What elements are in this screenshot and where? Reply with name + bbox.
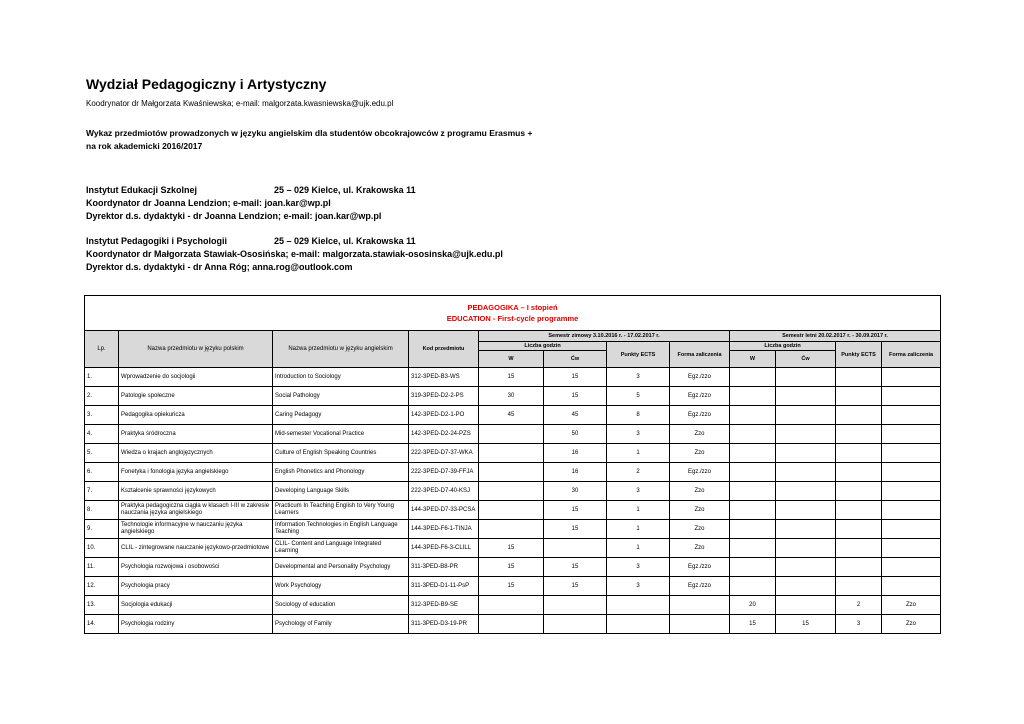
summer-exercise-hours: [776, 406, 836, 425]
summer-form: [882, 482, 941, 501]
winter-form: Egz./zzo: [670, 368, 730, 387]
winter-form: Zzo: [670, 539, 730, 558]
course-name-pl: Pedagogika opiekuńcza: [119, 406, 273, 425]
winter-ects: 1: [607, 501, 670, 520]
course-code: 319-3PED-D2-2-PS: [409, 387, 479, 406]
course-name-en: Work Psychology: [273, 577, 409, 596]
winter-lecture-hours: [479, 444, 544, 463]
summer-lecture-hours: [730, 482, 776, 501]
course-name-pl: Psychologia rodziny: [119, 615, 273, 634]
winter-form: Zzo: [670, 501, 730, 520]
table-row: [85, 539, 941, 558]
course-code: 142-3PED-D2-1-PO: [409, 406, 479, 425]
summer-lecture-hours: [730, 501, 776, 520]
course-name-pl: Socjologia edukacji: [119, 596, 273, 615]
course-code: 312-3PED-B3-WS: [409, 368, 479, 387]
winter-form: Egz./zzo: [670, 558, 730, 577]
course-name-pl: Praktyka pedagogiczna ciągła w klasach I-III w zakresie nauczania języka angielskiego: [119, 501, 273, 520]
course-name-pl: Technologie informacyjne w nauczaniu języka angielskiego: [119, 520, 273, 539]
winter-form: Egz./zzo: [670, 463, 730, 482]
winter-exercise-hours: 15: [544, 501, 607, 520]
table-row: [85, 501, 941, 520]
winter-lecture-hours: [479, 596, 544, 615]
winter-form: Zzo: [670, 444, 730, 463]
row-number: 7.: [85, 482, 119, 501]
summer-lecture-hours: [730, 406, 776, 425]
winter-ects: 3: [607, 577, 670, 596]
summer-lecture-hours: [730, 539, 776, 558]
institute-block-2: [86, 235, 503, 274]
winter-lecture-hours: [479, 520, 544, 539]
course-name-en: Social Pathology: [273, 387, 409, 406]
header-hours-winter: Liczba godzin: [479, 342, 607, 351]
institute-block-1: [86, 184, 416, 223]
row-number: 4.: [85, 425, 119, 444]
summer-form: [882, 368, 941, 387]
course-name-en: Developmental and Personality Psychology: [273, 558, 409, 577]
summer-exercise-hours: [776, 501, 836, 520]
summer-lecture-hours: [730, 444, 776, 463]
winter-ects: 8: [607, 406, 670, 425]
winter-ects: 1: [607, 520, 670, 539]
course-code: 222-3PED-D7-39-FFJA: [409, 463, 479, 482]
winter-lecture-hours: 30: [479, 387, 544, 406]
course-name-en: Caring Pedagogy: [273, 406, 409, 425]
row-number: 3.: [85, 406, 119, 425]
course-name-en: Information Technologies in English Language Teaching: [273, 520, 409, 539]
winter-lecture-hours: [479, 463, 544, 482]
table-row: [85, 558, 941, 577]
winter-exercise-hours: 15: [544, 577, 607, 596]
winter-form: Zzo: [670, 520, 730, 539]
winter-lecture-hours: 15: [479, 368, 544, 387]
header-form-winter: Forma zaliczenia: [670, 342, 730, 368]
summer-exercise-hours: [776, 425, 836, 444]
summer-form: [882, 463, 941, 482]
summer-form: [882, 444, 941, 463]
winter-exercise-hours: 45: [544, 406, 607, 425]
course-code: 311-3PED-B8-PR: [409, 558, 479, 577]
course-code: 144-3PED-D7-33-PCSA: [409, 501, 479, 520]
winter-exercise-hours: [544, 539, 607, 558]
summer-ects: [836, 444, 882, 463]
table-row: [85, 368, 941, 387]
summer-ects: [836, 501, 882, 520]
summer-form: [882, 539, 941, 558]
winter-ects: 1: [607, 539, 670, 558]
table-row: [85, 387, 941, 406]
winter-exercise-hours: 50: [544, 425, 607, 444]
course-name-pl: Wprowadzenie do socjologii: [119, 368, 273, 387]
table-row: [85, 615, 941, 634]
summer-lecture-hours: [730, 387, 776, 406]
row-number: 14.: [85, 615, 119, 634]
summer-exercise-hours: [776, 368, 836, 387]
summer-lecture-hours: [730, 425, 776, 444]
summer-form: [882, 406, 941, 425]
row-number: 2.: [85, 387, 119, 406]
course-code: 144-3PED-F6-1-TINJA: [409, 520, 479, 539]
summer-lecture-hours: [730, 520, 776, 539]
course-name-pl: Wiedza o krajach anglojęzycznych: [119, 444, 273, 463]
faculty-coordinator: Koodrynator dr Małgorzata Kwaśniewska; e-mail: malgorzata.kwasniewska@ujk.edu.pl: [86, 99, 394, 108]
summer-ects: [836, 463, 882, 482]
winter-ects: 2: [607, 463, 670, 482]
winter-lecture-hours: [479, 425, 544, 444]
summer-ects: [836, 387, 882, 406]
winter-ects: 3: [607, 425, 670, 444]
winter-exercise-hours: 15: [544, 387, 607, 406]
institute-coordinator: Koordynator dr Małgorzata Stawiak-Ososińska; e-mail: malgorzata.stawiak-ososinska@ujk.edu.pl: [86, 249, 503, 259]
course-name-en: Sociology of education: [273, 596, 409, 615]
course-name-en: CLIL- Content and Language Integrated Learning: [273, 539, 409, 558]
summer-form: [882, 520, 941, 539]
winter-lecture-hours: [479, 501, 544, 520]
summer-exercise-hours: [776, 596, 836, 615]
course-code: 142-3PED-D2-24-PZS: [409, 425, 479, 444]
list-heading: [86, 127, 532, 153]
table-row: [85, 444, 941, 463]
table-row: [85, 463, 941, 482]
summer-ects: [836, 539, 882, 558]
course-name-en: Culture of English Speaking Countries: [273, 444, 409, 463]
summer-lecture-hours: [730, 577, 776, 596]
summer-exercise-hours: [776, 482, 836, 501]
courses-table-wrapper: [84, 295, 940, 634]
course-code: 311-3PED-D1-11-PsP: [409, 577, 479, 596]
summer-exercise-hours: [776, 577, 836, 596]
list-heading-line2: na rok akademicki 2016/2017: [86, 141, 203, 151]
winter-exercise-hours: 15: [544, 368, 607, 387]
institute-director: Dyrektor d.s. dydaktyki - dr Anna Róg; anna.rog@outlook.com: [86, 262, 353, 272]
course-code: 222-3PED-D7-40-KSJ: [409, 482, 479, 501]
header-lp: Lp.: [85, 331, 119, 368]
summer-ects: 3: [836, 615, 882, 634]
course-name-pl: Psychologia pracy: [119, 577, 273, 596]
winter-exercise-hours: [544, 596, 607, 615]
winter-form: Egz./zzo: [670, 406, 730, 425]
summer-form: [882, 558, 941, 577]
course-name-pl: Psychologia rozwojowa i osobowości: [119, 558, 273, 577]
summer-exercise-hours: [776, 520, 836, 539]
table-body: [85, 368, 941, 634]
course-code: 311-3PED-D3-19-PR: [409, 615, 479, 634]
header-w-summer: W: [730, 351, 776, 368]
summer-form: Zzo: [882, 615, 941, 634]
header-hours-summer: Liczba godzin: [730, 342, 836, 351]
summer-lecture-hours: 20: [730, 596, 776, 615]
winter-ects: 1: [607, 444, 670, 463]
course-name-en: Psychology of Family: [273, 615, 409, 634]
winter-form: Egz./zzo: [670, 387, 730, 406]
winter-exercise-hours: 30: [544, 482, 607, 501]
table-row: [85, 577, 941, 596]
summer-exercise-hours: [776, 387, 836, 406]
winter-ects: [607, 596, 670, 615]
course-name-pl: Patologie społeczne: [119, 387, 273, 406]
summer-ects: [836, 577, 882, 596]
header-winter-semester: Semestr zimowy 3.10.2016 r. - 17.02.2017 r.: [479, 331, 730, 342]
summer-form: [882, 501, 941, 520]
faculty-title: Wydział Pedagogiczny i Artystyczny: [86, 76, 327, 92]
institute-director: Dyrektor d.s. dydaktyki - dr Joanna Lendzion; e-mail: joan.kar@wp.pl: [86, 211, 382, 221]
course-name-en: Introduction to Sociology: [273, 368, 409, 387]
winter-ects: 3: [607, 482, 670, 501]
programme-title-pl: PEDAGOGIKA – I stopień: [467, 303, 558, 312]
header-summer-semester: Semestr letni 20.02.2017 r. - 30.09.2017 r.: [730, 331, 941, 342]
summer-exercise-hours: [776, 463, 836, 482]
summer-form: [882, 425, 941, 444]
winter-ects: 3: [607, 368, 670, 387]
row-number: 13.: [85, 596, 119, 615]
row-number: 9.: [85, 520, 119, 539]
course-code: 312-3PED-B9-SE: [409, 596, 479, 615]
header-ects-summer: Punkty ECTS: [836, 342, 882, 368]
row-number: 11.: [85, 558, 119, 577]
winter-lecture-hours: 15: [479, 558, 544, 577]
summer-ects: [836, 425, 882, 444]
header-cw-summer: Ćw: [776, 351, 836, 368]
programme-title: [85, 296, 941, 331]
institute-coordinator: Koordynator dr Joanna Lendzion; e-mail: joan.kar@wp.pl: [86, 198, 331, 208]
winter-lecture-hours: [479, 482, 544, 501]
course-name-en: Practicum In Teaching English to Very Young Learners: [273, 501, 409, 520]
winter-form: [670, 596, 730, 615]
row-number: 10.: [85, 539, 119, 558]
summer-lecture-hours: 15: [730, 615, 776, 634]
winter-exercise-hours: 16: [544, 444, 607, 463]
summer-ects: [836, 482, 882, 501]
course-name-pl: CLIL - zintegrowane nauczanie językowo-przedmiotowe: [119, 539, 273, 558]
institute-address: 25 – 029 Kielce, ul. Krakowska 11: [274, 185, 416, 195]
table-row: [85, 425, 941, 444]
winter-ects: [607, 615, 670, 634]
summer-form: [882, 577, 941, 596]
row-number: 6.: [85, 463, 119, 482]
institute-name: Instytut Edukacji Szkolnej: [86, 185, 198, 195]
winter-exercise-hours: 16: [544, 463, 607, 482]
summer-form: [882, 387, 941, 406]
winter-ects: 5: [607, 387, 670, 406]
course-code: 222-3PED-D7-37-WKA: [409, 444, 479, 463]
row-number: 1.: [85, 368, 119, 387]
course-name-en: Mid-semester Vocational Practice: [273, 425, 409, 444]
summer-exercise-hours: [776, 558, 836, 577]
summer-ects: 2: [836, 596, 882, 615]
summer-exercise-hours: [776, 539, 836, 558]
header-code: Kod przedmiotu: [409, 331, 479, 368]
header-cw-winter: Ćw: [544, 351, 607, 368]
institute-address: 25 – 029 Kielce, ul. Krakowska 11: [274, 236, 416, 246]
winter-form: Egz./zzo: [670, 577, 730, 596]
course-name-en: English Phonetics and Phonology: [273, 463, 409, 482]
summer-ects: [836, 406, 882, 425]
winter-form: Zzo: [670, 482, 730, 501]
winter-ects: 3: [607, 558, 670, 577]
winter-exercise-hours: 15: [544, 558, 607, 577]
winter-lecture-hours: 45: [479, 406, 544, 425]
winter-form: [670, 615, 730, 634]
summer-ects: [836, 558, 882, 577]
header-name-en: Nazwa przedmiotu w języku angielskim: [273, 331, 409, 368]
course-name-pl: Fonetyka i fonologia języka angielskiego: [119, 463, 273, 482]
winter-lecture-hours: [479, 615, 544, 634]
row-number: 12.: [85, 577, 119, 596]
row-number: 8.: [85, 501, 119, 520]
winter-form: Zzo: [670, 425, 730, 444]
winter-exercise-hours: 15: [544, 520, 607, 539]
programme-title-en: EDUCATION - First-cycle programme: [446, 314, 579, 323]
winter-lecture-hours: 15: [479, 577, 544, 596]
row-number: 5.: [85, 444, 119, 463]
winter-exercise-hours: [544, 615, 607, 634]
table-row: [85, 406, 941, 425]
table-row: [85, 520, 941, 539]
header-w-winter: W: [479, 351, 544, 368]
summer-lecture-hours: [730, 368, 776, 387]
institute-name: Instytut Pedagogiki i Psychologii: [86, 236, 228, 246]
course-name-pl: Kształcenie sprawności językowych: [119, 482, 273, 501]
summer-ects: [836, 368, 882, 387]
table-row: [85, 596, 941, 615]
summer-lecture-hours: [730, 558, 776, 577]
summer-exercise-hours: [776, 444, 836, 463]
winter-lecture-hours: 15: [479, 539, 544, 558]
summer-lecture-hours: [730, 463, 776, 482]
table-row: [85, 482, 941, 501]
course-code: 144-3PED-F6-3-CLILL: [409, 539, 479, 558]
course-name-en: Developing Language Skills: [273, 482, 409, 501]
courses-table: [84, 295, 941, 634]
summer-exercise-hours: 15: [776, 615, 836, 634]
header-name-pl: Nazwa przedmiotu w języku polskim: [119, 331, 273, 368]
list-heading-line1: Wykaz przedmiotów prowadzonych w języku angielskim dla studentów obcokrajowców z programu Erasmus +: [86, 128, 533, 138]
course-name-pl: Praktyka śródroczna: [119, 425, 273, 444]
header-ects-winter: Punkty ECTS: [607, 342, 670, 368]
summer-ects: [836, 520, 882, 539]
header-form-summer: Forma zaliczenia: [882, 342, 941, 368]
summer-form: Zzo: [882, 596, 941, 615]
